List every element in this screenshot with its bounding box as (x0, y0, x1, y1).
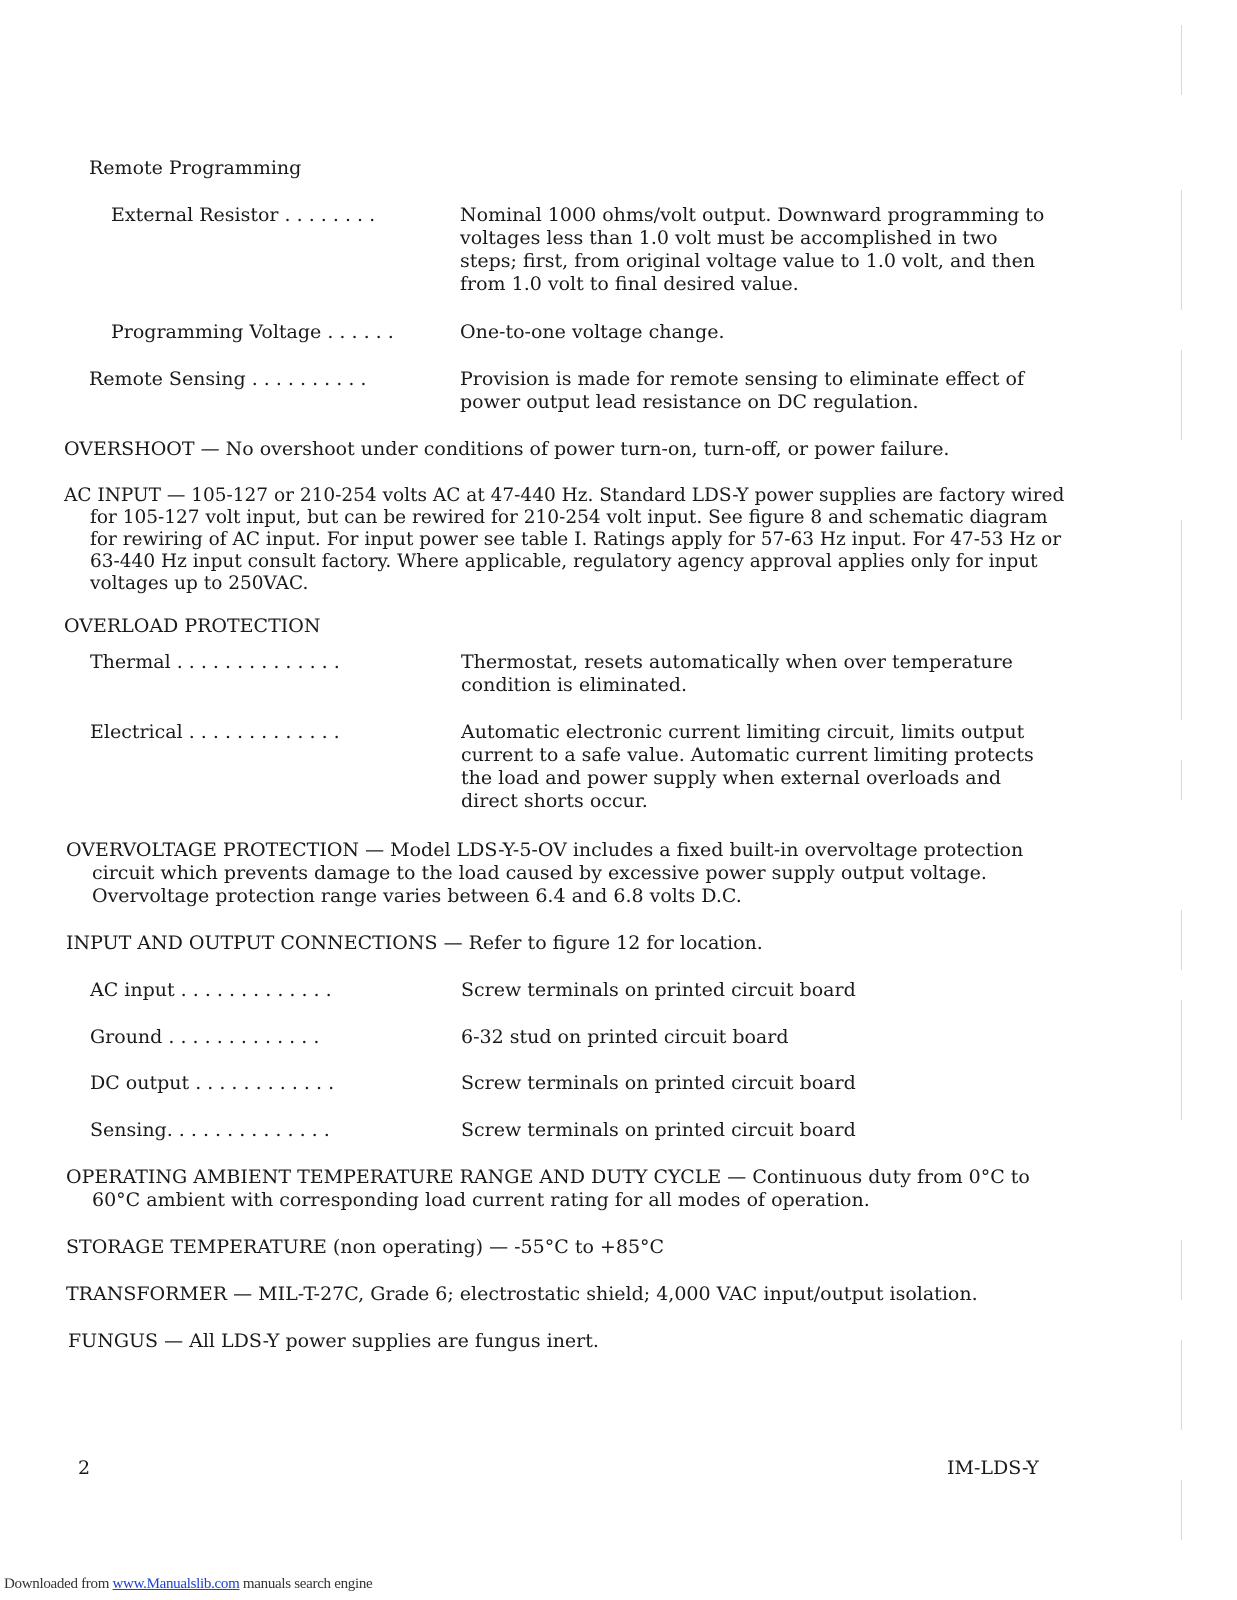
scan-margin-line (1181, 1480, 1182, 1540)
scan-margin-line (1181, 910, 1182, 970)
ac-input-desc: Screw terminals on printed circuit board (461, 979, 856, 1001)
ac-input-paragraph: AC INPUT — 105-127 or 210-254 volts AC at 47-440 Hz. Standard LDS-Y power supplies are factory wired for 105-127 volt input, but can be rewired for 210-254 volt input. See figure 8 and schematic diagram for rewiring of AC input. For input power see table I. Ratings apply for 57-63 Hz input. For 47-53 Hz or 63-440 Hz input consult factory. Where applicable, regulatory agency approval applies only for input voltages up to 250VAC. (64, 485, 1065, 594)
operating-temperature-paragraph: OPERATING AMBIENT TEMPERATURE RANGE AND DUTY CYCLE — Continuous duty from 0°C to 60°C ambient with corresponding load current rating for all modes of operation. (66, 1166, 1030, 1211)
ground-desc: 6-32 stud on printed circuit board (461, 1026, 789, 1048)
remote-sensing-desc: Provision is made for remote sensing to eliminate effect of power output lead resistance on DC regulation. (460, 368, 1024, 413)
programming-voltage-desc: One-to-one voltage change. (460, 321, 725, 343)
remote-sensing-term: Remote Sensing . . . . . . . . . . (89, 368, 367, 390)
transformer-paragraph: TRANSFORMER — MIL-T-27C, Grade 6; electrostatic shield; 4,000 VAC input/output isolation. (66, 1283, 978, 1305)
external-resistor-desc: Nominal 1000 ohms/volt output. Downward programming to voltages less than 1.0 volt must be accomplished in two steps; first, from original voltage value to 1.0 volt, and then from 1.0 volt to final desired value. (460, 204, 1045, 295)
dc-output-desc: Screw terminals on printed circuit board (461, 1072, 856, 1094)
download-footer-suffix: manuals search engine (239, 1576, 373, 1592)
fungus-paragraph: FUNGUS — All LDS-Y power supplies are fungus inert. (68, 1330, 599, 1352)
sensing-term: Sensing. . . . . . . . . . . . . . (90, 1119, 330, 1141)
storage-temperature-paragraph: STORAGE TEMPERATURE (non operating) — -55°C to +85°C (66, 1236, 665, 1258)
connections-heading: INPUT AND OUTPUT CONNECTIONS — Refer to figure 12 for location. (66, 932, 763, 954)
thermal-desc: Thermostat, resets automatically when over temperature condition is eliminated. (461, 651, 1013, 696)
programming-voltage-term: Programming Voltage . . . . . . (111, 321, 394, 343)
scan-margin-line (1181, 760, 1182, 800)
sensing-desc: Screw terminals on printed circuit board (461, 1119, 856, 1141)
external-resistor-term: External Resistor . . . . . . . . (111, 204, 376, 226)
download-footer-prefix: Downloaded from (4, 1576, 113, 1592)
scan-margin-line (1181, 520, 1182, 720)
ground-term: Ground . . . . . . . . . . . . . (90, 1026, 320, 1048)
scan-margin-line (1181, 1340, 1182, 1430)
overload-protection-heading: OVERLOAD PROTECTION (64, 615, 321, 637)
manualslib-link[interactable]: www.Manualslib.com (112, 1576, 240, 1592)
ac-input-term: AC input . . . . . . . . . . . . . (90, 979, 332, 1001)
thermal-term: Thermal . . . . . . . . . . . . . . (90, 651, 340, 673)
remote-programming-heading: Remote Programming (89, 157, 302, 179)
scan-margin-line (1181, 1000, 1182, 1120)
dc-output-term: DC output . . . . . . . . . . . . (90, 1072, 335, 1094)
overvoltage-protection-paragraph: OVERVOLTAGE PROTECTION — Model LDS-Y-5-OV includes a fixed built-in overvoltage protection circuit which prevents damage to the load caused by excessive power supply output voltage. Overvoltage protection range varies between 6.4 and 6.8 volts D.C. (66, 839, 1024, 907)
page-number: 2 (78, 1457, 91, 1479)
scan-margin-line (1181, 350, 1182, 440)
overshoot-paragraph: OVERSHOOT — No overshoot under conditions of power turn-on, turn-off, or power failure. (64, 438, 950, 460)
electrical-term: Electrical . . . . . . . . . . . . . (90, 721, 340, 743)
scan-margin-line (1181, 1240, 1182, 1300)
electrical-desc: Automatic electronic current limiting circuit, limits output current to a safe value. Automatic current limiting protects the load and power supply when external overloads and direct shorts occur. (461, 721, 1034, 812)
document-code: IM-LDS-Y (947, 1457, 1039, 1479)
scan-margin-line (1181, 190, 1182, 310)
download-footer (4, 1573, 372, 1596)
scan-margin-line (1181, 25, 1182, 95)
